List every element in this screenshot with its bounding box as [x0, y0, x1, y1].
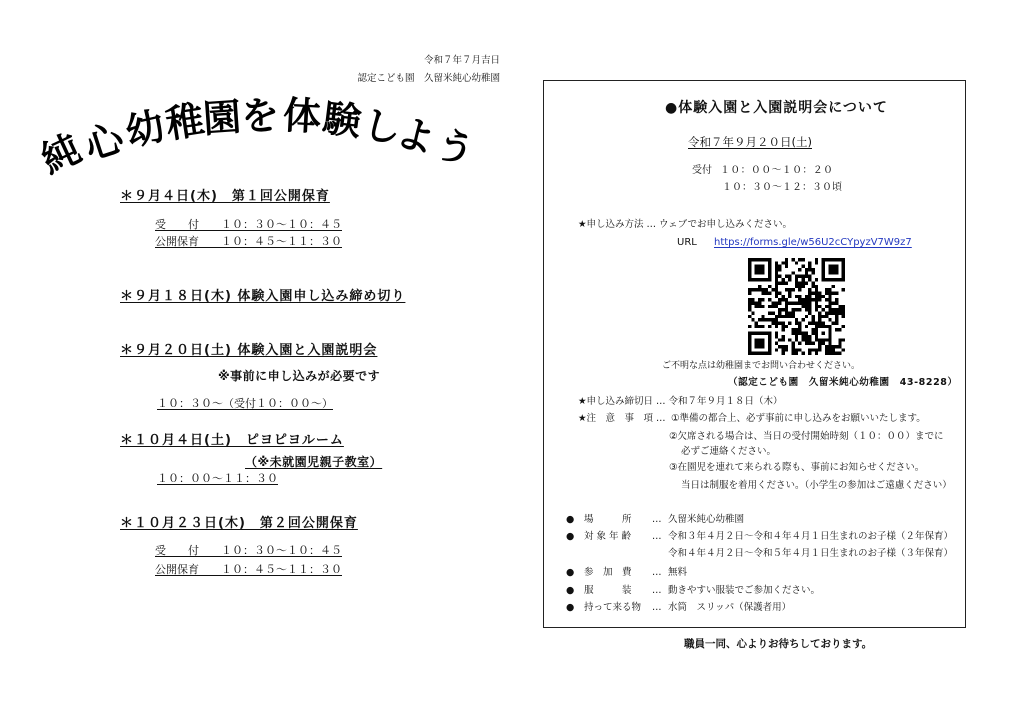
title-char: 稚: [162, 97, 208, 147]
detail-separator: …: [652, 531, 662, 542]
info-box-date: 令和７年９月２０日(土): [688, 135, 812, 149]
title-char: 園: [201, 94, 243, 142]
detail-label: 服 装: [584, 585, 632, 596]
apply-method: ★申し込み方法 … ウェブでお申し込みください。: [578, 219, 792, 230]
title-char: う: [429, 120, 481, 176]
schedule-item-line: 公開保育 １０：４５～１１：３０: [155, 563, 342, 576]
detail-location: [566, 515, 744, 526]
schedule-item-line: 受 付 １０：３０～１０：４５: [155, 218, 342, 231]
title-char: 純: [34, 126, 88, 182]
detail-fee: [566, 568, 687, 579]
schedule-item-line: １０：３０～（受付１０：００～）: [157, 397, 333, 410]
note-line: 必ずご連絡ください。: [681, 446, 777, 457]
title-char: し: [359, 101, 405, 153]
reception-time: １０：００～１０：２０: [720, 165, 834, 176]
detail-value: 無料: [668, 567, 688, 578]
schedule-item-note: （※未就園児親子教室）: [245, 455, 383, 469]
schedule-item-note: ※事前に申し込みが必要です: [218, 369, 381, 383]
schedule-item-title: ＊９月４日(木) 第１回公開保育: [120, 189, 330, 204]
title-char: 験: [320, 95, 364, 145]
detail-separator: …: [652, 585, 662, 596]
detail-value: 令和３年４月２日～令和４年４月１日生まれのお子様（２年保育）: [668, 531, 954, 542]
schedule-item-line: 公開保育 １０：４５～１１：３０: [155, 235, 342, 248]
contact-info: （認定こども園 久留米純心幼稚園 43-8228）: [728, 377, 958, 388]
detail-clothing: [566, 586, 820, 597]
title-char: よ: [391, 109, 441, 163]
detail-label: 場 所: [584, 514, 632, 525]
issue-date: 令和７年７月吉日: [423, 55, 500, 66]
detail-eligible-age: [566, 532, 953, 543]
url-label: URL: [677, 237, 697, 248]
title-char: 体: [281, 93, 323, 139]
title-char: 心: [79, 115, 129, 169]
inquiry-text: ご不明な点は幼稚園までお問い合わせください。: [662, 361, 861, 371]
organization-name: 認定こども園 久留米純心幼稚園: [357, 73, 500, 84]
bullet-icon: ●: [566, 531, 575, 542]
schedule-item-title: ＊１０月２３日(木) 第２回公開保育: [120, 516, 358, 531]
detail-separator: …: [652, 602, 662, 613]
note-line: ②欠席される場合は、当日の受付開始時刻（１０：００）までに: [669, 431, 944, 442]
detail-label: 対 象 年 齢: [584, 531, 632, 542]
bullet-icon: ●: [566, 585, 575, 596]
schedule-item-title: ＊１０月４日(土) ピヨピヨルーム: [120, 433, 344, 448]
bullet-icon: ●: [566, 602, 575, 613]
schedule-item-title: ＊９月１８日(木) 体験入園申し込み締め切り: [120, 289, 406, 304]
schedule-item-title: ＊９月２０日(土) 体験入園と入園説明会: [120, 343, 378, 358]
closing-message: 職員一同、心よりお待ちしております。: [684, 638, 873, 650]
bullet-icon: ●: [566, 567, 575, 578]
bullet-icon: ●: [566, 514, 575, 525]
detail-value: 動きやすい服装でご参加ください。: [668, 585, 821, 596]
qr-code: [748, 258, 845, 355]
schedule-item-line: 受 付 １０：３０～１０：４５: [155, 544, 342, 557]
note-line: ①準備の都合上、必ず事前に申し込みをお願いいたします。: [671, 413, 926, 424]
detail-value-extra: 令和４年４月２日～令和５年４月１日生まれのお子様（３年保育）: [668, 548, 954, 559]
title-char: を: [240, 94, 279, 138]
note-line: ③在園児を連れて来られる際も、事前にお知らせください。: [669, 462, 925, 473]
form-url-link[interactable]: https://forms.gle/w56U2cCYpyzV7W9z7: [714, 237, 912, 248]
session-time: １０：３０～１２：３０頃: [722, 182, 842, 193]
detail-separator: …: [652, 567, 662, 578]
detail-separator: …: [652, 514, 662, 525]
info-box-heading: ●体験入園と入園説明会について: [665, 100, 888, 116]
detail-value: 水筒 スリッパ（保護者用）: [668, 602, 792, 613]
application-deadline: ★申し込み締切日 … 令和７年９月１８日（木）: [578, 396, 783, 407]
reception-label: 受付: [692, 165, 712, 176]
detail-items-to-bring: [566, 603, 791, 614]
notes-label: ★注 意 事 項 …: [578, 413, 666, 424]
schedule-item-line: １０：００～１１：３０: [157, 472, 278, 485]
note-line: 当日は制服を着用ください。（小学生の参加はご遠慮ください）: [681, 480, 952, 491]
detail-label: 持って来る物: [584, 602, 642, 613]
title-char: 幼: [121, 103, 169, 155]
detail-value: 久留米純心幼稚園: [668, 514, 745, 525]
detail-label: 参 加 費: [584, 567, 632, 578]
